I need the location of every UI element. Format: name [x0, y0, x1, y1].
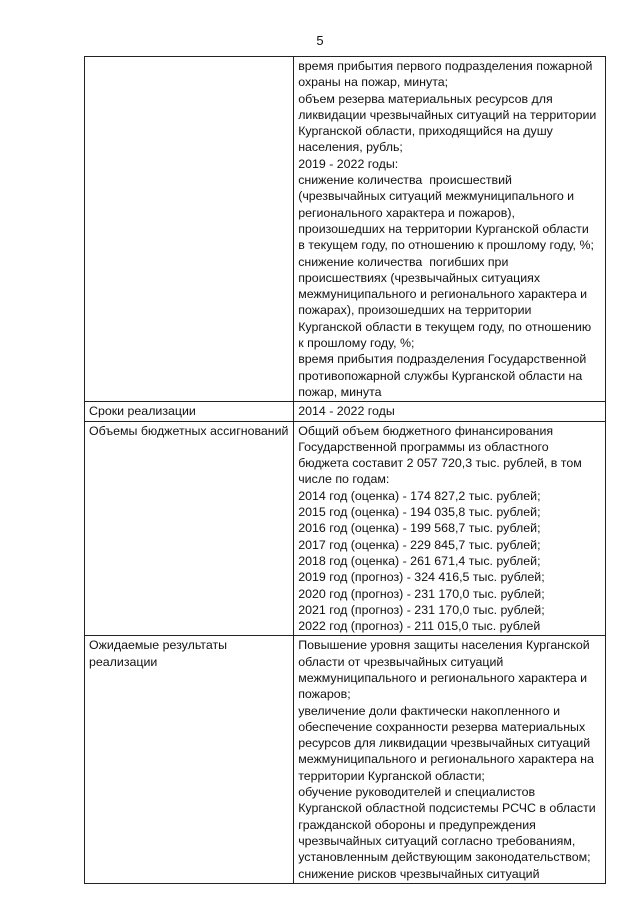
- content-line: обучение руководителей и специалистов: [298, 785, 536, 800]
- content-line: территории Курганской области;: [298, 768, 485, 783]
- content-line: 2015 год (оценка) - 194 035,8 тыс. рублей;: [298, 505, 541, 520]
- content-line: 2021 год (прогноз) - 231 170,0 тыс. рублей;: [298, 602, 545, 617]
- content-line: Курганской области, приходящийся на душу: [298, 124, 553, 139]
- content-line: время прибытия подразделения Государственной: [298, 352, 587, 367]
- row-label: Объемы бюджетных ассигнований: [85, 421, 294, 636]
- content-line: произошедших на территории Курганской области: [298, 221, 589, 236]
- row-content: [294, 421, 606, 636]
- content-line: бюджета составит 2 057 720,3 тыс. рублей, в том: [298, 456, 582, 471]
- program-passport-table: [84, 56, 606, 884]
- table-row: [85, 636, 606, 883]
- content-line: регионального характера и пожаров),: [298, 205, 515, 220]
- content-line: населения, рубль;: [298, 140, 403, 155]
- content-line: 2020 год (прогноз) - 231 170,0 тыс. рублей;: [298, 586, 545, 601]
- content-line: 2022 год (прогноз) - 211 015,0 тыс. рублей: [298, 619, 541, 634]
- content-line: Курганской областной подсистемы РСЧС в области: [298, 801, 596, 816]
- content-line: межмуниципального и регионального характера и: [298, 287, 588, 302]
- content-line: противопожарной службы Курганской области на: [298, 368, 583, 383]
- content-line: ресурсов для ликвидации чрезвычайных ситуаций: [298, 736, 591, 751]
- content-line: обеспечение сохранности резерва материальных: [298, 719, 586, 734]
- content-line: 2016 год (оценка) - 199 568,7 тыс. рублей;: [298, 521, 541, 536]
- content-line: области от чрезвычайных ситуаций: [298, 654, 504, 669]
- row-content: [294, 636, 606, 883]
- content-line: объем резерва материальных ресурсов для: [298, 91, 553, 106]
- table-row: [85, 57, 606, 402]
- content-line: 2014 год (оценка) - 174 827,2 тыс. рублей;: [298, 488, 541, 503]
- content-line: Повышение уровня защиты населения Курганской: [298, 638, 590, 653]
- content-line: в текущем году, по отношению к прошлому году, %;: [298, 238, 594, 253]
- page-number: 5: [316, 33, 324, 48]
- content-line: чрезвычайных ситуаций согласно требованиям,: [298, 833, 576, 848]
- content-line: пожар, минута: [298, 384, 382, 399]
- content-line: гражданской обороны и предупреждения: [298, 817, 536, 832]
- row-label: Сроки реализации: [85, 402, 294, 421]
- content-line: 2018 год (оценка) - 261 671,4 тыс. рублей;: [298, 553, 541, 568]
- content-line: пожарах), произошедших на территории: [298, 303, 532, 318]
- content-line: пожаров;: [298, 687, 351, 702]
- row-content: [294, 402, 606, 421]
- content-line: снижение рисков чрезвычайных ситуаций: [298, 866, 540, 881]
- content-line: 2019 - 2022 годы:: [298, 156, 399, 171]
- table-row: [85, 402, 606, 421]
- content-line: Общий объем бюджетного финансирования: [298, 423, 554, 438]
- content-line: охраны на пожар, минута;: [298, 75, 449, 90]
- content-line: происшествиях (чрезвычайных ситуациях: [298, 270, 541, 285]
- content-line: (чрезвычайных ситуаций межмуниципального и: [298, 189, 575, 204]
- content-line: установленным действующим законодательством;: [298, 850, 591, 865]
- content-line: межмуниципального и регионального характера и: [298, 670, 588, 685]
- table-row: [85, 421, 606, 636]
- content-line: снижение количества погибших при: [298, 254, 509, 269]
- content-line: ликвидации чрезвычайных ситуаций на территории: [298, 107, 597, 122]
- content-line: числе по годам:: [298, 472, 390, 487]
- content-line: к прошлому году, %;: [298, 336, 415, 351]
- row-content: [294, 57, 606, 402]
- content-line: снижение количества происшествий: [298, 173, 512, 188]
- row-label: [85, 57, 294, 402]
- row-label: Ожидаемые результаты реализации: [85, 636, 294, 883]
- content-line: увеличение доли фактически накопленного и: [298, 703, 561, 718]
- content-line: Курганской области в текущем году, по отношению: [298, 319, 592, 334]
- content-line: 2014 - 2022 годы: [298, 404, 395, 419]
- content-line: 2019 год (прогноз) - 324 416,5 тыс. рублей;: [298, 570, 545, 585]
- content-line: межмуниципального и регионального характера на: [298, 752, 594, 767]
- content-line: время прибытия первого подразделения пожарной: [298, 59, 593, 73]
- content-line: 2017 год (оценка) - 229 845,7 тыс. рублей;: [298, 537, 541, 552]
- content-line: Государственной программы из областного: [298, 439, 549, 454]
